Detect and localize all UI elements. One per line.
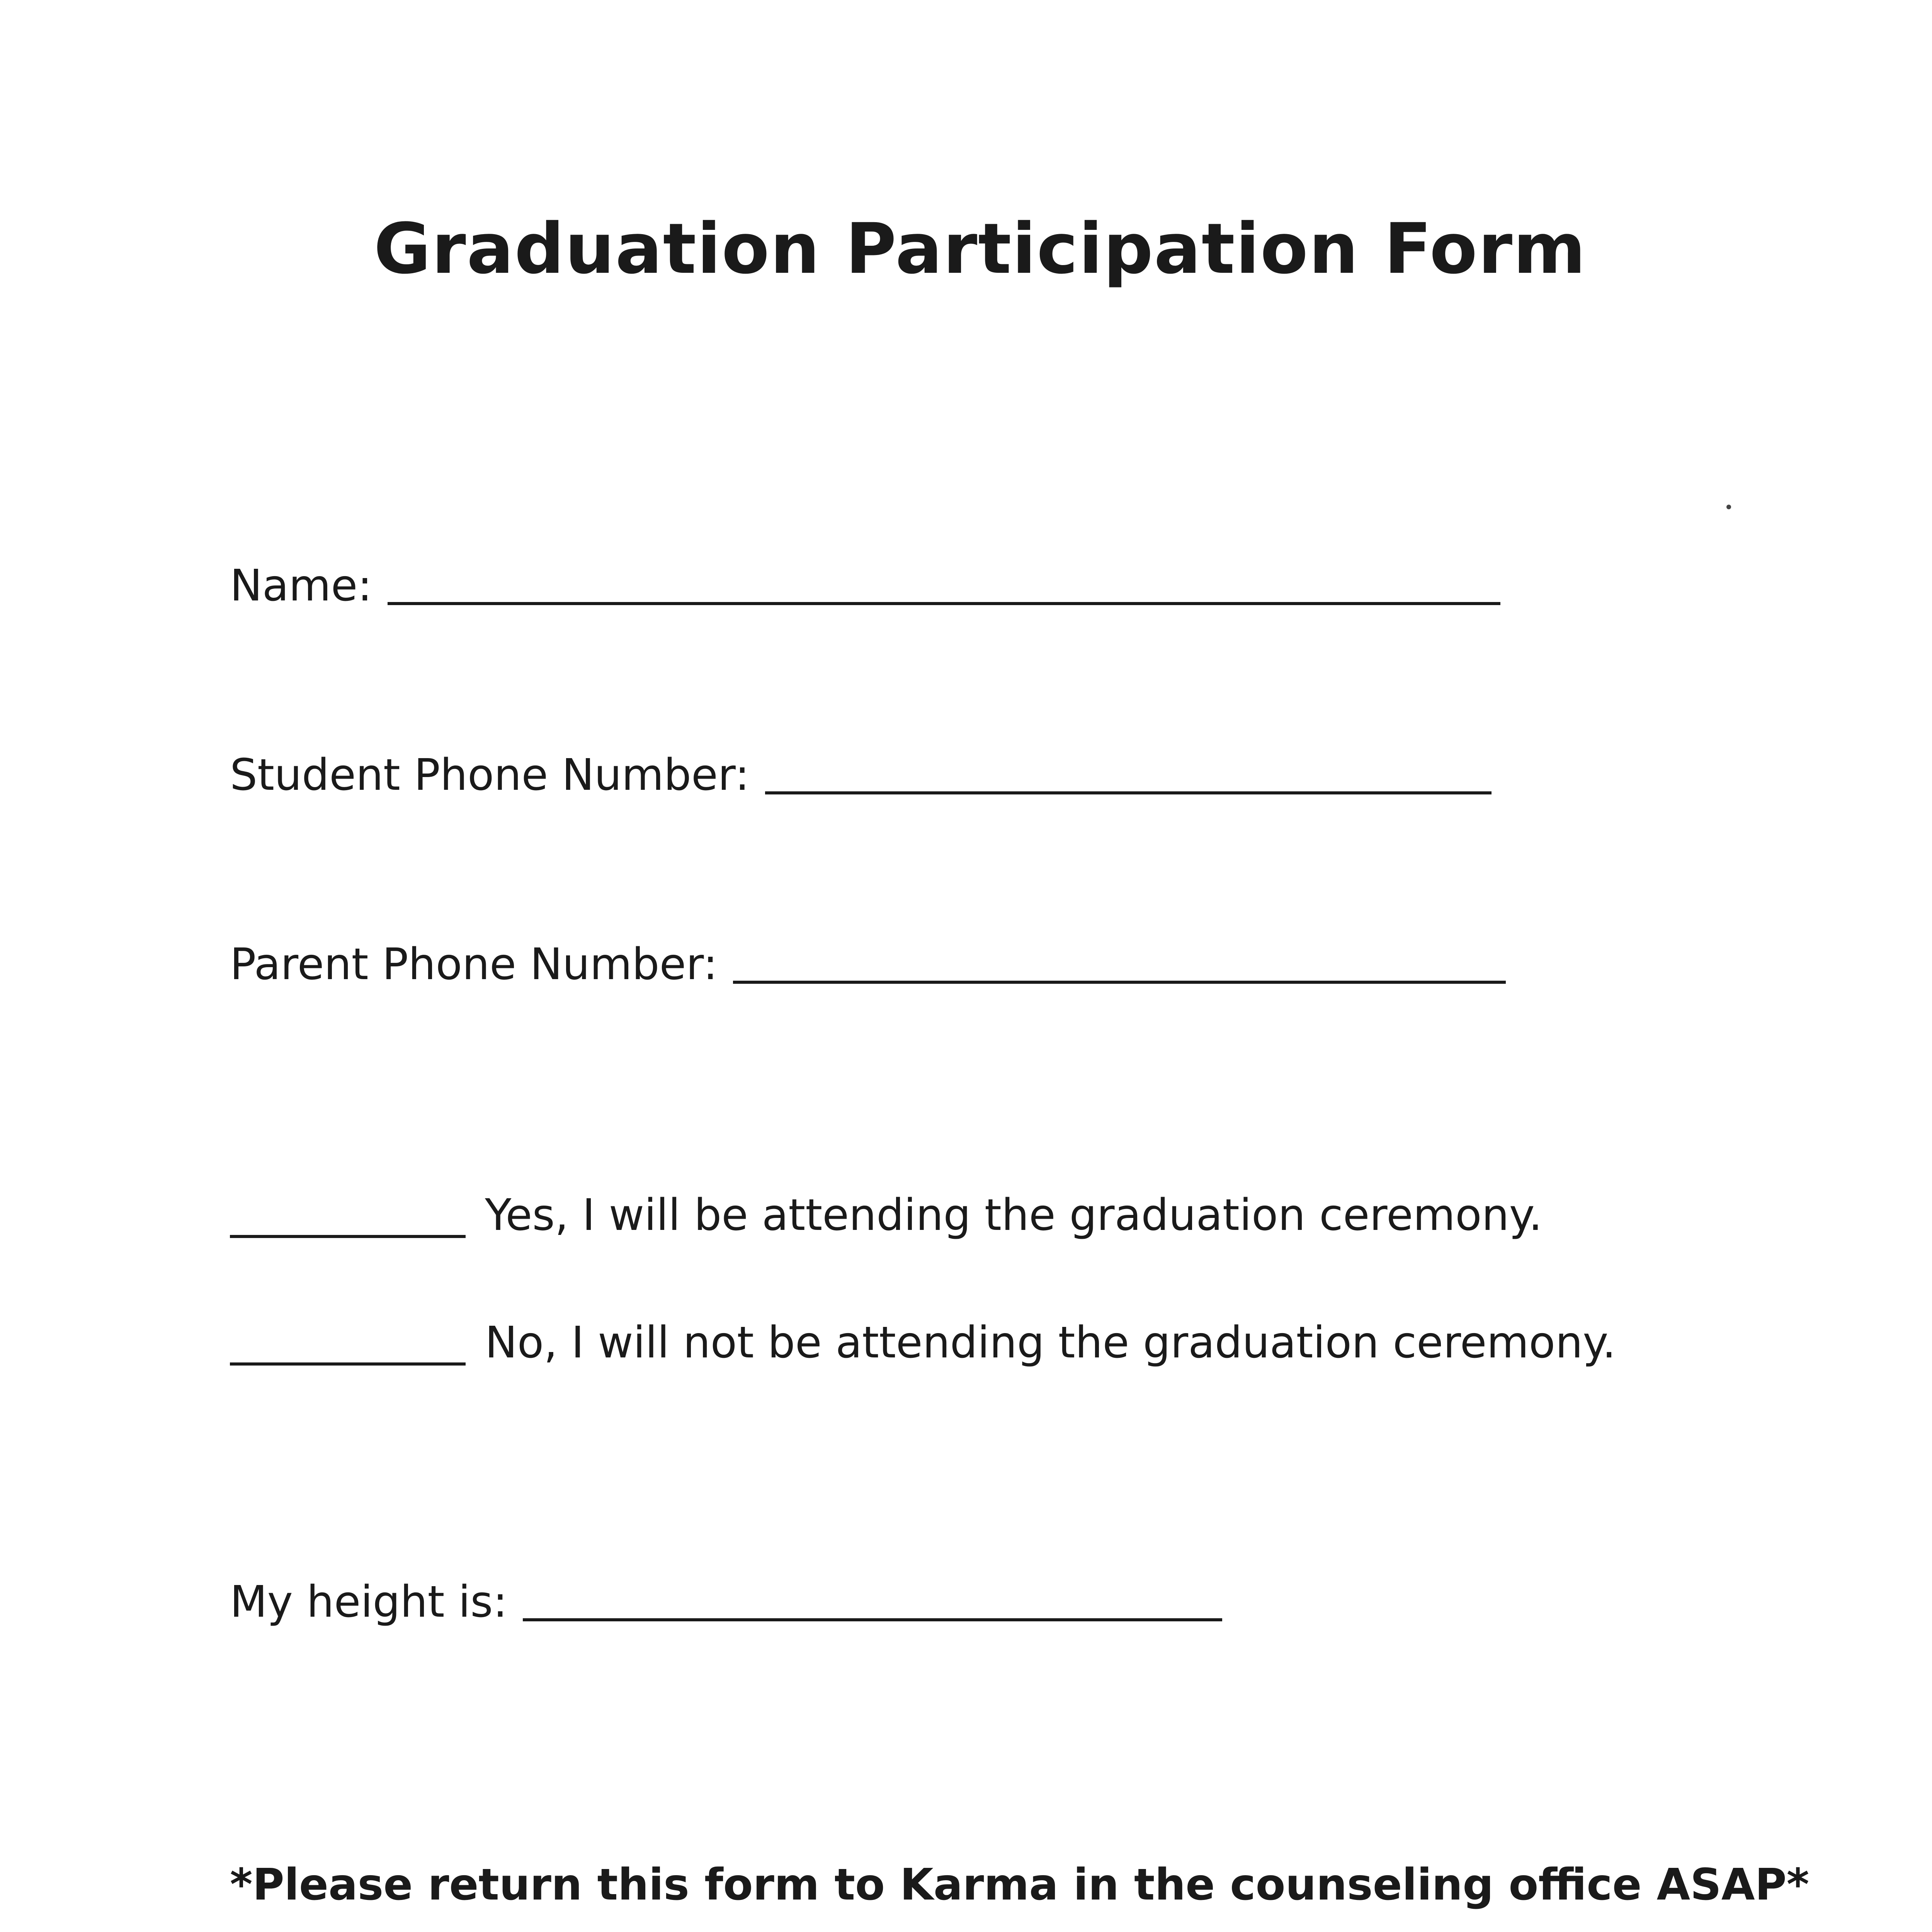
height-label: My height is: (230, 1577, 508, 1627)
attending-yes-blank[interactable] (230, 1235, 466, 1238)
name-field[interactable] (230, 561, 1500, 611)
student-phone-field[interactable] (230, 750, 1492, 800)
student-phone-input-line[interactable] (765, 791, 1492, 794)
scan-speck (1726, 505, 1731, 509)
attending-yes-text: Yes, I will be attending the graduation ceremony. (485, 1190, 1543, 1240)
form-title: Graduation Participation Form (374, 209, 1587, 289)
parent-phone-input-line[interactable] (733, 981, 1506, 984)
attending-no-blank[interactable] (230, 1362, 466, 1366)
parent-phone-label: Parent Phone Number: (230, 939, 718, 990)
attending-yes-option[interactable] (230, 1190, 1543, 1240)
height-field[interactable] (230, 1577, 1222, 1627)
return-note: *Please return this form to Karma in the counseling office ASAP* (230, 1860, 1810, 1910)
attending-no-text: No, I will not be attending the graduation ceremony. (485, 1318, 1616, 1368)
student-phone-label: Student Phone Number: (230, 750, 750, 800)
height-input-line[interactable] (523, 1618, 1222, 1621)
attending-no-option[interactable] (230, 1318, 1616, 1368)
name-input-line[interactable] (388, 602, 1500, 605)
parent-phone-field[interactable] (230, 939, 1506, 990)
name-label: Name: (230, 561, 372, 611)
